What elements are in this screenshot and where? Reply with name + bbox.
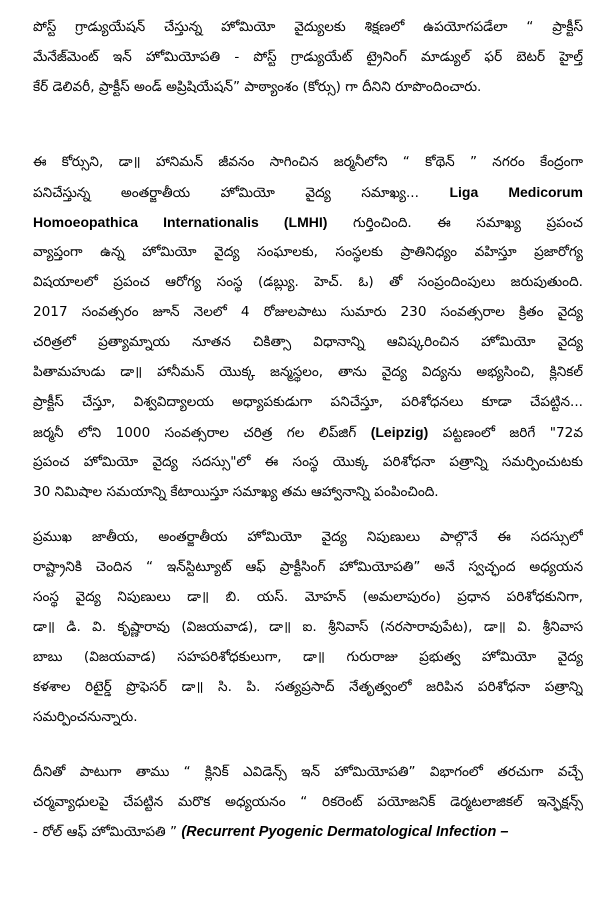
text-line: బాబు (విజయవాడ) సహపరిశోధకులుగా, డా॥ గురురాజు ప్రభుత్వ హోమియో వైద్య [33, 649, 583, 665]
text-line: కళశాల రిటైర్డ్ ప్రొఫెసర్ డా॥ సి. పి. సత్యప్రసాద్ నేతృత్వంలో జరిపిన పరిశోధనా పత్రాన్ని [33, 679, 583, 695]
text-line: చర్మవ్యాధులపై చేపట్టిన మరొక అధ్యయనం “ రికరెంట్ పయోజనిక్ డెర్మటలాజికల్ ఇన్ఫెక్షన్స్ [33, 794, 583, 810]
text-line [33, 207, 583, 237]
paragraph-course [33, 12, 583, 102]
text-line: పితామహుడు డా॥ హానీమన్ యొక్క జన్మస్థలం, తాను వైద్య విద్యను అభ్యసించి, క్లినికల్ [33, 364, 583, 380]
text-line: పోస్ట్ గ్రాడ్యుయేషన్ చేస్తున్న హోమియో వైద్యులకు శిక్షణలో ఉపయోగపడేలా “ ప్రాక్టీస్ [33, 19, 583, 35]
text-line: ప్రముఖ జాతీయ, అంతర్జాతీయ హోమియో వైద్య నిపుణులు పాల్గొనే ఈ సదస్సులో [33, 529, 583, 545]
org-name-latin: Liga Medicorum [449, 184, 583, 200]
text-line: ఈ కోర్సుని, డా॥ హానిమన్ జీవనం సాగించిన జర్మనీలోని “ కోథెన్ ” నగరం కేంద్రంగా [33, 154, 583, 170]
text-line: సమర్పించనున్నారు. [33, 709, 138, 725]
text-fragment: - రోల్ ఆఫ్ హోమియోపతి ” [33, 824, 178, 840]
city-name-latin: (Leipzig) [370, 424, 429, 440]
text-line [33, 817, 583, 847]
text-line [33, 417, 583, 447]
study-title-latin: (Recurrent Pyogenic Dermatological Infection – [181, 824, 509, 840]
text-line: దీనితో పాటుగా తాము “ క్లినిక్ ఎవిడెన్స్ ఇన్ హోమియోపతి” విభాగంలో తరచుగా వచ్చే [33, 764, 583, 780]
text-line [33, 177, 583, 207]
text-line: విషయాలలో ప్రపంచ ఆరోగ్య సంస్థ (డబ్ల్యు. హెచ్. ఓ) తో సంప్రందింపులు జరుపుతుంది. [33, 274, 583, 290]
text-line: ప్రపంచ హోమియో వైద్య సదస్సు"లో ఈ సంస్థ యొక్క పరిశోధనా పత్రాన్ని సమర్పించుటకు [33, 454, 583, 470]
text-line: డా॥ డి. వి. కృష్ణారావు (విజయవాడ), డా॥ ఐ. శ్రీనివాస్ (నరసారావుపేట), డా॥ వి. శ్రీనివాస [33, 619, 583, 635]
text-fragment: గుర్తించింది. ఈ సమాఖ్య ప్రపంచ [352, 215, 583, 231]
text-fragment: పట్టణంలో జరిగే "72వ [442, 425, 583, 441]
text-fragment: జర్మనీ లోని 1000 సంవత్సరాల చరిత్ర గల లిప్‌జిగ్ [33, 425, 357, 441]
paragraph-researchers [33, 522, 583, 732]
text-line: ప్రాక్టీస్ చేస్తూ, విశ్వవిద్యాలయ అధ్యాపకుడుగా పనిచేస్తూ, పరిశోధనలు కూడా చేపట్టిన... [33, 394, 583, 410]
text-line: మేనేజ్‌మెంట్ ఇన్ హోమియోపతి - పోస్ట్ గ్రాడ్యుయేట్ ట్రైనింగ్ మాడ్యుల్ ఫర్ బెటర్ హైల్త్ [33, 49, 583, 65]
org-name-latin: Homoeopathica Internationalis (LMHI) [33, 214, 328, 230]
text-line: కేర్ డెలివరీ, ప్రాక్టీస్ అండ్ అప్రిషియేషన్” పాఠ్యాంశం (కోర్సు) గా దీనిని రూపొందించారు. [33, 79, 482, 95]
text-line: 30 నిమిషాల సమయాన్ని కేటాయిస్తూ సమాఖ్య తమ ఆహ్వానాన్ని పంపించింది. [33, 484, 439, 500]
text-line: 2017 సంవత్సరం జూన్ నెలలో 4 రోజులపాటు సుమారు 230 సంవత్సరాల క్రితం వైద్య [33, 304, 583, 320]
text-line: వ్యాప్తంగా ఉన్న హోమియో వైద్య సంఘాలకు, సంస్థలకు ప్రాతినిధ్యం వహిస్తూ ప్రజారోగ్య [33, 244, 583, 260]
text-fragment: పనిచేస్తున్న అంతర్జాతీయ హోమియో వైద్య సమాఖ్య... [33, 185, 419, 201]
paragraph-study [33, 757, 583, 847]
text-line: చరిత్రలో ప్రత్యామ్నాయ నూతన చికిత్సా విధానాన్ని ఆవిష్కరించిన హోమియో వైద్య [33, 334, 583, 350]
text-line: సంస్థ వైద్య నిపుణులు డా॥ బి. యస్. మోహన్ (అమలాపురం) ప్రధాన పరిశోధకునిగా, [33, 589, 583, 605]
paragraph-lmhi [33, 147, 583, 507]
text-line: రాష్ట్రానికి చెందిన “ ఇన్‌స్టిట్యూట్ ఆఫ్ ప్రాక్టీసింగ్ హోమియోపతి” అనే స్వచ్ఛంద అధ్యయన [33, 559, 583, 575]
